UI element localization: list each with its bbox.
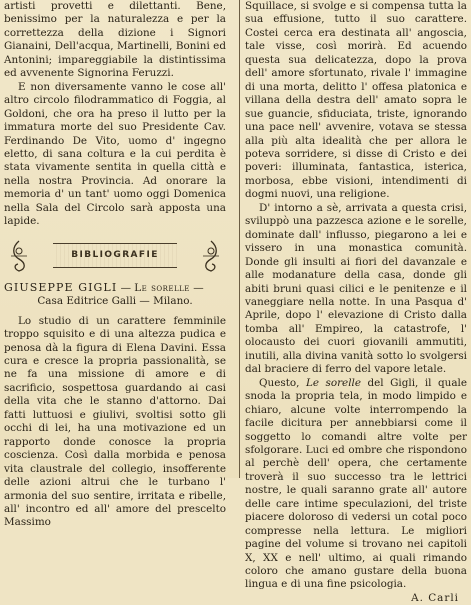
ornament-left-icon <box>8 239 30 273</box>
review-publisher: Casa Editrice Galli — Milano. <box>37 295 193 308</box>
questo-book-title: Le sorelle <box>305 376 361 389</box>
right-column <box>245 0 467 605</box>
column-divider <box>239 0 240 478</box>
questo-start: Questo, <box>259 376 306 389</box>
review-separator: — <box>117 281 135 294</box>
foggia-paragraph: E non diversamente vanno le cose all' altro circolo filodrammatico di Foggia, al Goldoni, che ora ha preso il lutto per la immatura morte del suo Presidente Cav. Ferdinando De Vito, uomo d' ingegno eletto, di sana coltura e la cui perdita è stata vivamente sentita in quella città e nella nostra Provincia. Ad onorare la memoria d' un tant' uomo oggi Domenica nella Sala del Circolo sarà apposta una lapide. <box>4 80 226 228</box>
section-title: BIBLIOGRAFIE <box>53 243 177 268</box>
ornament-right-icon <box>200 239 222 273</box>
left-column <box>4 0 226 530</box>
review-book-title: Le sorelle <box>134 281 190 294</box>
author-signature: A. Carli <box>411 591 459 604</box>
continuation-paragraph: Squillace, si svolge e si compensa tutta la sua effusione, tutto il suo carattere. Costei cerca era destinata all' angoscia, tale visse, così morirà. Ed acuendo questa sua delicatezza, dopo la prova dell' amore sfortunato, rivale l' immagine di una morta, delitto l' offesa platonica e villana della destra dell' amato sopra le sue guancie, sfiduciata, triste, ignorando una pace nell' avvenire, votava se stessa alla più alta idealità che per allora le poteva sorridere, si disse di Cristo e dei poveri: illuminata, fantastica, isterica, morbosa, ebbe visioni, intendimenti di dogmi nuovi, una religione. <box>245 0 467 201</box>
review-dash: — <box>189 281 204 294</box>
questo-rest: del Gigli, il quale snoda la propria tela, in modo limpido e chiaro, alcune volte interrompendo la facile dicitura per annebbiarsi come il soggetto lo comandi altre volte per sfolgorare. Luci ed ombre che rispondono al perchè dell' opera, che certamente troverà il suo successo tra le lettrici nostre, le quali saranno grate all' autore delle care intime speculazioni, del triste piacere doloroso di vedersi un cotal poco compresse nella lettura. Le migliori pagine del volume si trovano nei capitoli X, XX e nell' ultimo, ai quali rimando coloro che amano gustare della buona lingua e di una fine psicologia. <box>245 376 468 591</box>
review-heading <box>4 281 226 295</box>
intorno-paragraph: D' intorno a sè, arrivata a questa crisi, sviluppò una pazzesca azione e le sorelle, dominate dall' influsso, piegarono a lei e vissero in una monastica comunità. Donde gli insulti ai fiori del davanzale e alle modanature della casa, donde gli abiti bruni quasi cilici e le penitenze e il vaneggiare nella notte. In una Pasqua d' Aprile, dopo l' elevazione di Cristo dalla tomba all' Empireo, la catastrofe, l' olocausto dei cuori giovanili ammutiti, inutili, alla divina vanità sotto lo svolgersi dal braciere di ferro del vapore letale. <box>245 201 467 376</box>
intro-paragraph: artisti provetti e dilettanti. Bene, benissimo per la naturalezza e per la correttezza della dizione i Signori Gianaini, Dell'acqua, Martinelli, Bonini ed Antonini; impareggiabile la distintissima ed avvenente Signorina Feruzzi. <box>4 0 226 80</box>
review-author: GIUSEPPE GIGLI <box>4 280 118 294</box>
questo-paragraph <box>245 377 467 592</box>
review-paragraph: Lo studio di un carattere femminile troppo squisito e di una altezza pudica e penosa dà la figura di Elena Davini. Essa cura e cresce la propria passionalità, se ne fa una missione di amore e di sacrificio, sospettosa guardando ai casi della vita che le stanno d'attorno. Dai fatti luttuosi e giulivi, svoltisi sotto gli occhi di lei, ha una motivazione ed un rapporto donde conosce la propria coscienza. Così dalla morbida e penosa vita claustrale del collegio, insofferente delle azioni altrui che le turbano l' armonia del suo sentire, irritata e ribelle, all' incontro ed all' amore del prescelto Massimo <box>4 314 226 529</box>
bibliografie-banner <box>4 235 226 277</box>
